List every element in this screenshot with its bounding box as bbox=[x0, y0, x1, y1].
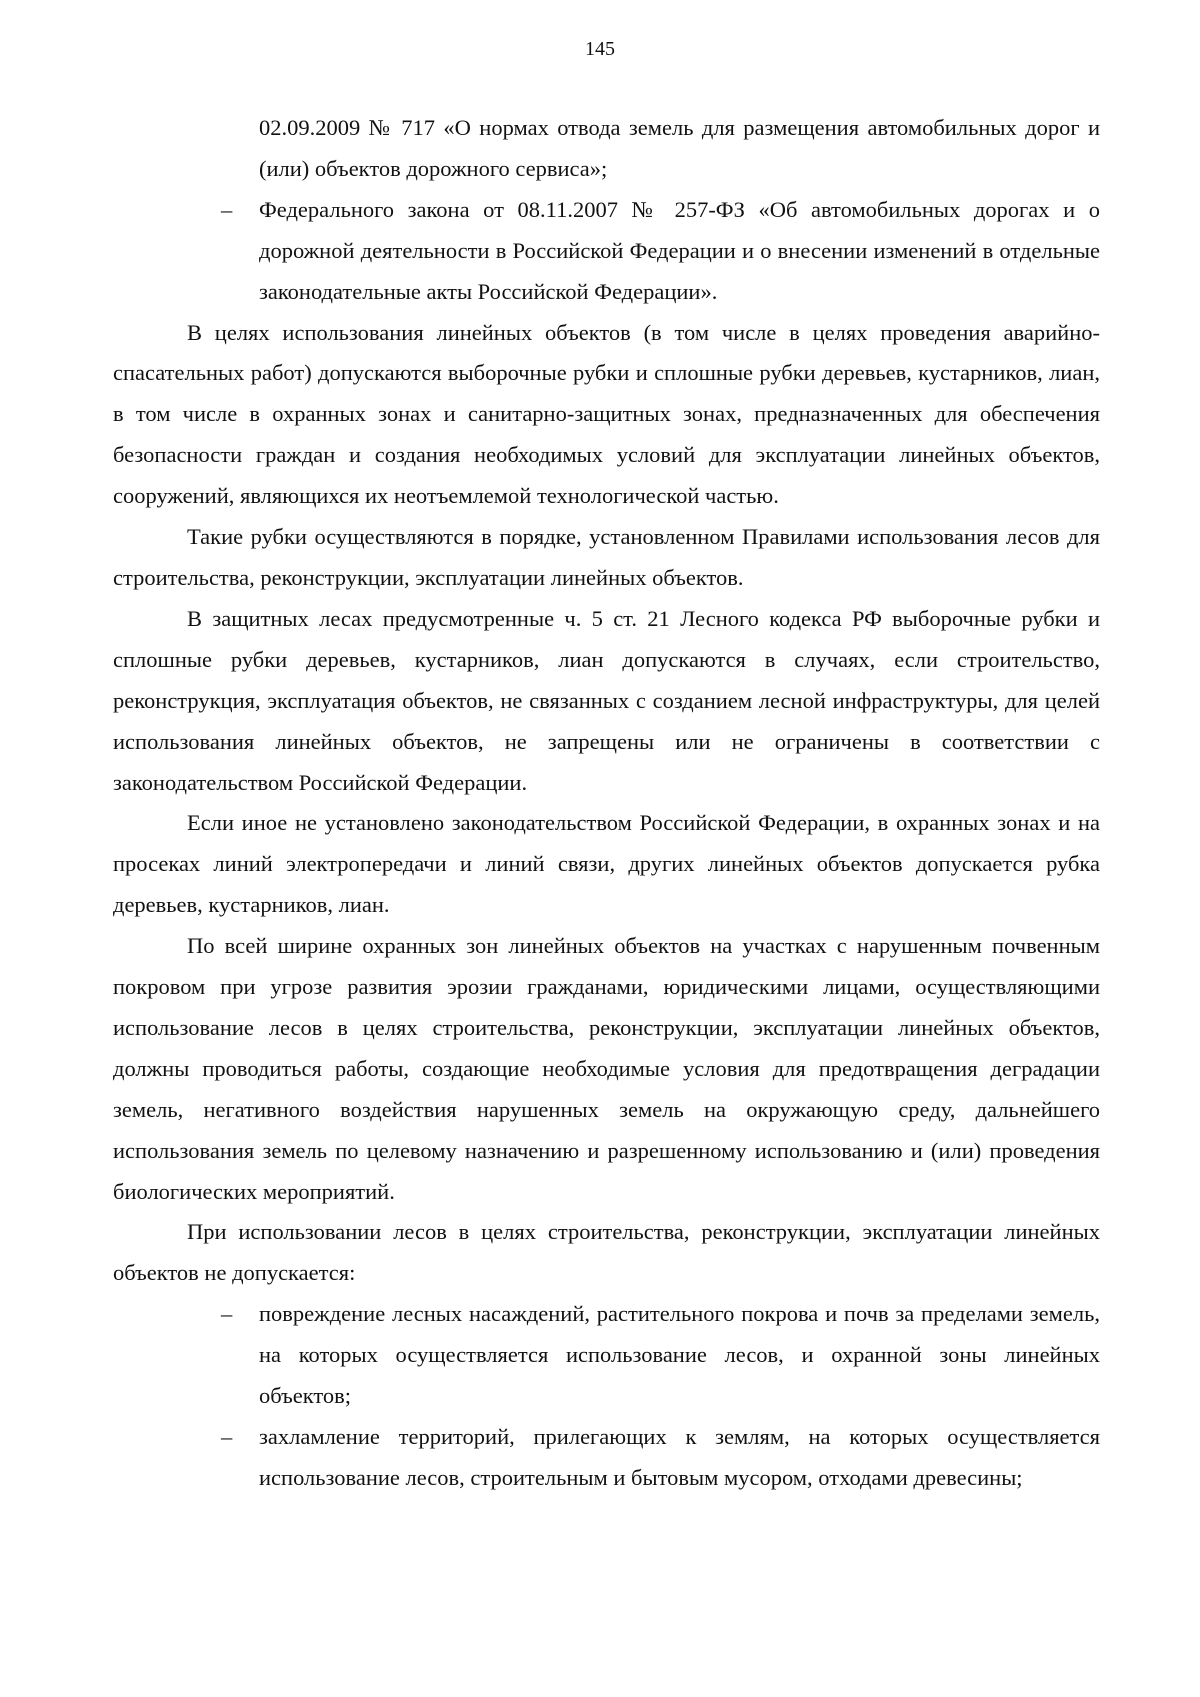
list-item-text: захламление территорий, прилегающих к землям, на которых осуществляется использование лесов, строительным и бытовым мусором, отходами древесины; bbox=[259, 1424, 1100, 1490]
list-item-damage bbox=[221, 1294, 1100, 1417]
page-number: 145 bbox=[585, 38, 615, 60]
list-item-text: Федерального закона от 08.11.2007 № 257-ФЗ «Об автомобильных дорогах и о дорожной деятельности в Российской Федерации и о внесении изменений в отдельные законодательные акты Российской Федерации». bbox=[259, 196, 1100, 304]
list-dash: – bbox=[221, 196, 233, 222]
list-item-text: повреждение лесных насаждений, растительного покрова и почв за пределами земель, на которых осуществляется использование лесов, и охранной зоны линейных объектов; bbox=[259, 1301, 1100, 1409]
list-continuation: 02.09.2009 № 717 «О нормах отвода земель для размещения автомобильных дорог и (или) объектов дорожного сервиса»; bbox=[259, 115, 1100, 181]
paragraph-erosion-works: По всей ширине охранных зон линейных объектов на участках с нарушенным почвенным покровом при угрозе развития эрозии гражданами, юридическими лицами, осуществляющими использование лесов в целях строительства, реконструкции, эксплуатации линейных объектов, должны проводиться работы, создающие необходимые условия для предотвращения деградации земель, негативного воздействия нарушенных земель на окружающую среду, дальнейшего использования земель по целевому назначению и разрешенному использованию и (или) проведения биологических мероприятий. bbox=[113, 933, 1100, 1204]
list-item-littering bbox=[221, 1417, 1100, 1499]
paragraph-prohibitions-intro: При использовании лесов в целях строительства, реконструкции, эксплуатации линейных объектов не допускается: bbox=[113, 1219, 1100, 1286]
paragraph-protected-zones: Если иное не установлено законодательством Российской Федерации, в охранных зонах и на просеках линий электропередачи и линий связи, других линейных объектов допускается рубка деревьев, кустарников, лиан. bbox=[113, 810, 1100, 918]
paragraph-cutting-purpose: В целях использования линейных объектов (в том числе в целях проведения аварийно-спасательных работ) допускаются выборочные рубки и сплошные рубки деревьев, кустарников, лиан, в том числе в охранных зонах и санитарно-защитных зонах, предназначенных для обеспечения безопасности граждан и создания необходимых условий для эксплуатации линейных объектов, сооружений, являющихся их неотъемлемой технологической частью. bbox=[113, 319, 1100, 509]
paragraph-protective-forests: В защитных лесах предусмотренные ч. 5 ст. 21 Лесного кодекса РФ выборочные рубки и сплошные рубки деревьев, кустарников, лиан допускаются в случаях, если строительство, реконструкция, эксплуатация объектов, не связанных с созданием лесной инфраструктуры, для целей использования линейных объектов, не запрещены или не ограничены в соответствии с законодательством Российской Федерации. bbox=[113, 605, 1100, 795]
document-body bbox=[113, 108, 1100, 1499]
list-dash: – bbox=[221, 1424, 233, 1449]
list-dash: – bbox=[221, 1301, 233, 1327]
list-item-federal-law bbox=[221, 190, 1100, 313]
paragraph-cutting-order: Такие рубки осуществляются в порядке, установленном Правилами использования лесов для строительства, реконструкции, эксплуатации линейных объектов. bbox=[113, 524, 1100, 590]
